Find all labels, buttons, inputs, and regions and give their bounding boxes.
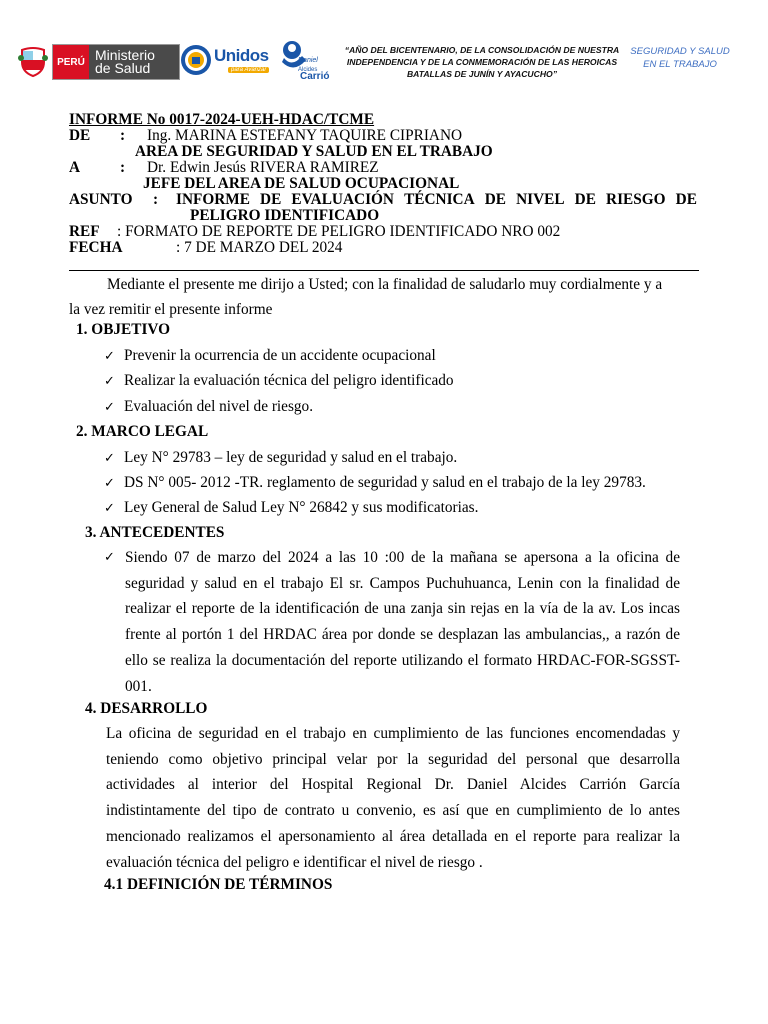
marco-legal-item-text: Ley N° 29783 – ley de seguridad y salud en el trabajo. bbox=[124, 449, 458, 466]
asunto-word: DE bbox=[574, 191, 596, 208]
ref-value: : FORMATO DE REPORTE DE PELIGRO IDENTIFICADO NRO 002 bbox=[117, 223, 561, 240]
marco-legal-item-text: Ley General de Salud Ley N° 26842 y sus modificatorias. bbox=[124, 499, 479, 516]
objetivo-item-text: Prevenir la ocurrencia de un accidente ocupacional bbox=[124, 347, 436, 364]
asunto-label: ASUNTO bbox=[69, 191, 133, 208]
objetivo-item-text: Evaluación del nivel de riesgo. bbox=[124, 398, 314, 415]
fecha-value: : 7 DE MARZO DEL 2024 bbox=[176, 239, 343, 256]
memo-de-row bbox=[69, 128, 699, 144]
svg-text:Daniel: Daniel bbox=[298, 57, 318, 64]
section-objetivo-title: 1. OBJETIVO bbox=[76, 321, 171, 338]
svg-text:Alcides: Alcides bbox=[298, 67, 318, 73]
asunto-word: EVALUACIÓN bbox=[291, 191, 394, 208]
asunto-word: INFORME bbox=[176, 191, 250, 208]
antecedentes-text: Siendo 07 de marzo del 2024 a las 10 :00 de la mañana se apersona a la oficina de seguridad y salud en el trabajo El sr. Campos Puchuhuanca, Lenin con la finalidad de realizar el reporte de la identificación de una zanja sin rejas en la vía de la av. Los incas frente al portón 1 del HRDAC área por donde se desplazan las ambulancias,, a razón de ello se realiza la documentación del reporte utilizando el formato HRDAC-FOR-SGSST-001. bbox=[125, 549, 680, 695]
minsa-logo-icon bbox=[52, 44, 180, 80]
intro-line-2: la vez remitir el presente informe bbox=[69, 301, 273, 318]
informe-number: INFORME No 0017-2024-UEH-HDAC/TCME bbox=[69, 111, 375, 128]
memo-a-role-row bbox=[69, 176, 699, 192]
intro-paragraph bbox=[69, 272, 681, 322]
ministry-line-1: Ministerio bbox=[95, 47, 155, 63]
fecha-label: FECHA bbox=[69, 239, 123, 256]
de-area: AREA DE SEGURIDAD Y SALUD EN EL TRABAJO bbox=[135, 143, 493, 160]
check-icon: ✓ bbox=[104, 349, 115, 364]
a-role: JEFE DEL AREA DE SALUD OCUPACIONAL bbox=[143, 175, 460, 192]
check-icon: ✓ bbox=[104, 374, 115, 389]
a-name: Dr. Edwin Jesús RIVERA RAMIREZ bbox=[147, 159, 379, 176]
asunto-word: DE bbox=[675, 191, 697, 208]
area-badge: SEGURIDAD Y SALUD EN EL TRABAJO bbox=[630, 46, 730, 70]
year-title: “AÑO DEL BICENTENARIO, DE LA CONSOLIDACIÓN DE NUESTRA INDEPENDENCIA Y DE LA CONMEMORACIÓN DE LAS HEROICAS BATALLAS DE JUNÍN Y AYACUCHO” bbox=[344, 45, 620, 79]
ministry-line-2: de Salud bbox=[95, 60, 151, 76]
intro-line-1: Mediante el presente me dirijo a Usted; con la finalidad de saludarlo muy cordialmente y a bbox=[107, 276, 663, 293]
objetivo-item-text: Realizar la evaluación técnica del peligro identificado bbox=[124, 372, 454, 389]
section-marco-legal-title: 2. MARCO LEGAL bbox=[76, 423, 209, 440]
asunto-word: DE bbox=[260, 191, 282, 208]
memo-fecha-row bbox=[69, 240, 699, 256]
objetivo-item bbox=[104, 372, 454, 390]
asunto-line-1 bbox=[176, 192, 697, 208]
asunto-word: TÉCNICA bbox=[404, 191, 475, 208]
a-label: A bbox=[69, 159, 81, 176]
de-colon: : bbox=[120, 127, 126, 144]
unidos-tagline: para Avanzar bbox=[228, 67, 269, 73]
check-icon: ✓ bbox=[104, 501, 115, 516]
a-colon: : bbox=[120, 159, 126, 176]
marco-legal-item bbox=[104, 474, 646, 492]
check-icon: ✓ bbox=[104, 476, 115, 491]
document-header bbox=[0, 38, 768, 94]
peru-label: PERÚ bbox=[53, 45, 89, 79]
memo-header bbox=[69, 112, 699, 256]
unidos-seal-icon bbox=[180, 44, 212, 76]
section-definicion-title: 4.1 DEFINICIÓN DE TÉRMINOS bbox=[104, 876, 333, 893]
memo-de-area-row bbox=[69, 144, 699, 160]
unidos-wordmark: Unidos bbox=[214, 46, 269, 65]
section-desarrollo-title: 4. DESARROLLO bbox=[85, 700, 208, 717]
memo-a-row bbox=[69, 160, 699, 176]
memo-asunto-row bbox=[69, 192, 699, 208]
asunto-word: NIVEL bbox=[516, 191, 565, 208]
antecedentes-paragraph bbox=[104, 545, 680, 699]
asunto-word: DE bbox=[484, 191, 506, 208]
de-name: Ing. MARINA ESTEFANY TAQUIRE CIPRIANO bbox=[147, 127, 463, 144]
objetivo-item bbox=[104, 398, 313, 416]
header-divider bbox=[69, 270, 699, 271]
memo-ref-row bbox=[69, 224, 699, 240]
check-icon: ✓ bbox=[104, 451, 115, 466]
check-icon: ✓ bbox=[104, 400, 115, 415]
asunto-line-2: PELIGRO IDENTIFICADO bbox=[190, 207, 380, 224]
desarrollo-paragraph: La oficina de seguridad en el trabajo en cumplimiento de las funciones encomendadas y teniendo como objetivo principal velar por la seguridad del personal que desarrolla actividades al interior del Hospital Regional Dr. Daniel Alcides Carrión García indistintamente del tipo de contrato u convenio, es así que en cumplimiento de lo antes mencionado realizamos el apersonamiento al área detallada en el reporte para realizar la evaluación técnica del peligro e identificar el nivel de riesgo . bbox=[106, 725, 680, 871]
marco-legal-item bbox=[104, 449, 457, 467]
carrion-hospital-logo-icon bbox=[276, 38, 330, 80]
de-label: DE bbox=[69, 127, 91, 144]
objetivo-item bbox=[104, 347, 436, 365]
asunto-colon: : bbox=[153, 191, 159, 208]
peru-shield-icon bbox=[18, 44, 48, 78]
memo-asunto-row-2 bbox=[69, 208, 699, 224]
marco-legal-item-text: DS N° 005- 2012 -TR. reglamento de seguridad y salud en el trabajo de la ley 29783. bbox=[124, 474, 646, 491]
svg-text:Carrió: Carrió bbox=[300, 71, 330, 80]
section-antecedentes-title: 3. ANTECEDENTES bbox=[85, 524, 225, 541]
asunto-word: RIESGO bbox=[606, 191, 666, 208]
marco-legal-item bbox=[104, 499, 478, 517]
ref-label: REF bbox=[69, 223, 100, 240]
check-icon: ✓ bbox=[104, 550, 115, 565]
ministry-name bbox=[89, 45, 179, 79]
